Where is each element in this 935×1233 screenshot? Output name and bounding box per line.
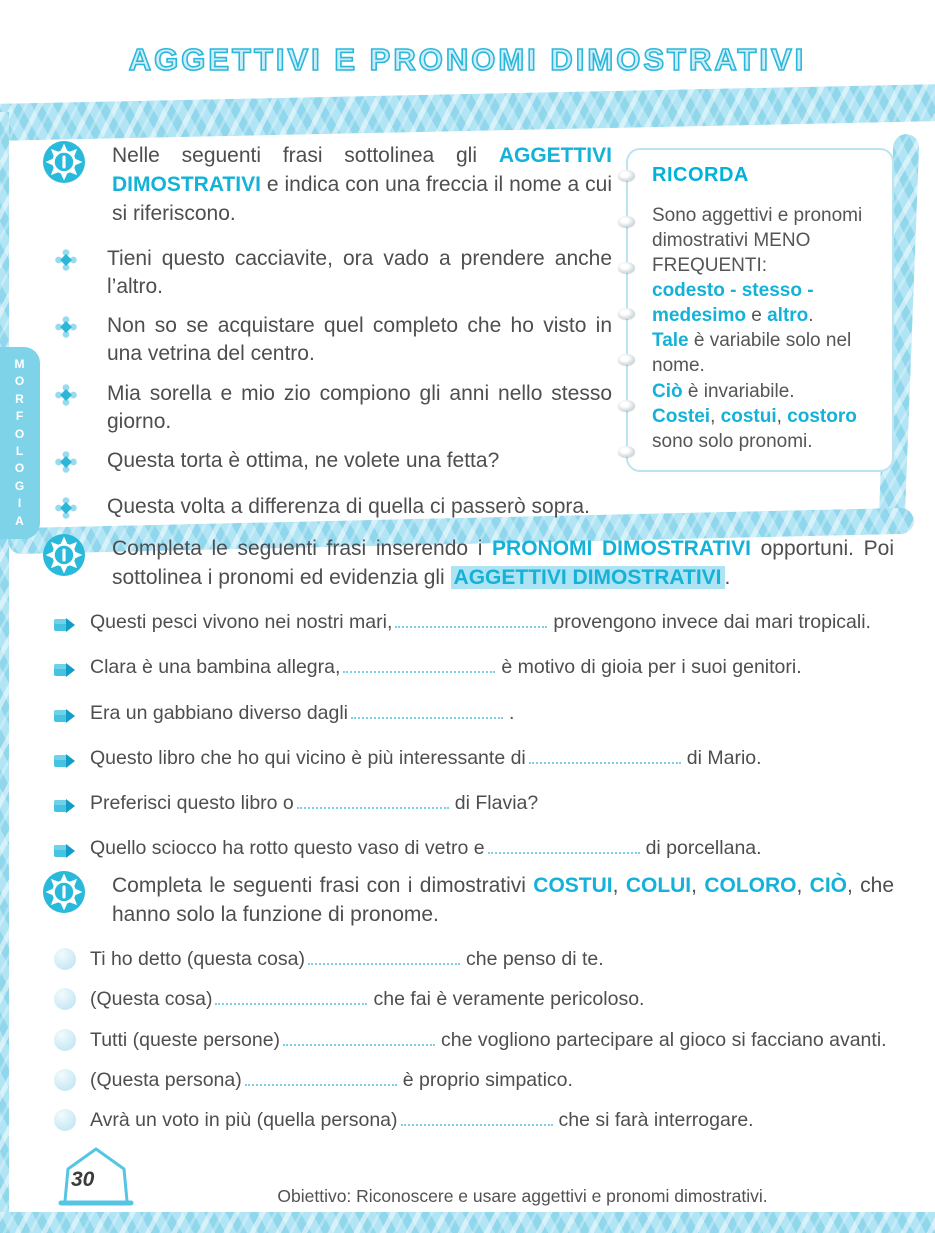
exercise2-items: [42, 609, 894, 868]
sentence-before: Avrà un voto in più (quella persona): [90, 1109, 398, 1132]
sun-exclamation-icon: [42, 870, 86, 919]
exercise1-item: [55, 493, 612, 527]
exercise1-instruction: [112, 142, 612, 229]
sentence-before: Ti ho detto (questa cosa): [90, 947, 305, 970]
instruction-text: Completa le seguenti frasi con i dimostrativi: [112, 874, 534, 897]
pencil-arrow-bullet-icon: [54, 705, 76, 732]
exercise1-item: [55, 312, 612, 367]
answer-blank[interactable]: [308, 950, 460, 965]
sentence-after: .: [509, 701, 515, 724]
sentence-before: Era un gabbiano diverso dagli: [90, 701, 349, 724]
sentence: Questa volta a differenza di quella ci passerò sopra.: [107, 494, 590, 518]
spiral-ring-icon: [618, 400, 635, 411]
instruction-text: Completa le seguenti frasi inserendo i: [112, 537, 493, 560]
exercise3-item: [54, 946, 894, 973]
sentence-after: di Flavia?: [454, 792, 539, 815]
exercise1-item: [55, 447, 612, 481]
diamond-flower-bullet-icon: [55, 249, 77, 300]
ricorda-keyword: Ciò: [652, 380, 683, 402]
answer-blank[interactable]: [245, 1071, 397, 1086]
sentence-before: Tutti (queste persone): [90, 1028, 281, 1051]
instruction-text: Nelle seguenti frasi sottolinea gli: [112, 144, 499, 167]
instruction-text: e indica con una freccia il nome a cui si riferiscono.: [112, 172, 612, 225]
answer-blank[interactable]: [395, 613, 547, 628]
bubble-bullet-icon: [54, 1069, 76, 1091]
sentence-after: che si farà interrogare.: [558, 1109, 754, 1132]
bubble-bullet-icon: [54, 1029, 76, 1051]
pencil-arrow-bullet-icon: [54, 614, 76, 641]
sun-exclamation-icon: [42, 533, 86, 582]
ricorda-text: ,: [710, 405, 721, 427]
exercise2-item: [54, 835, 894, 867]
sentence-after: che penso di te.: [465, 947, 604, 970]
ricorda-keyword: Tale: [652, 330, 689, 352]
left-edge-band: [0, 112, 9, 1233]
spiral-ring-icon: [618, 216, 635, 227]
answer-blank[interactable]: [351, 704, 503, 719]
answer-blank[interactable]: [297, 794, 449, 809]
sentence-after: che vogliono partecipare al gioco si facciano avanti.: [441, 1028, 887, 1051]
instruction-keyword: CIÒ: [809, 874, 847, 897]
sidebar-tab-morfologia: [0, 347, 40, 539]
bubble-bullet-icon: [54, 1109, 76, 1131]
answer-blank[interactable]: [343, 658, 495, 673]
instruction-keyword: AGGETTIVI DIMOSTRATIVI: [112, 144, 612, 196]
sentence-before: Quello sciocco ha rotto questo vaso di vetro e: [90, 837, 485, 860]
exercise2-item: [54, 700, 894, 732]
ricorda-text: sono solo pronomi.: [652, 430, 813, 452]
bubble-bullet-icon: [54, 948, 76, 970]
diamond-flower-bullet-icon: [55, 316, 77, 367]
diamond-flower-bullet-icon: [55, 451, 77, 481]
exercise3-items: [42, 946, 894, 1134]
sentence: Questa torta è ottima, ne volete una fetta?: [107, 449, 500, 473]
exercise-1-section: [42, 140, 894, 518]
sentence: Non so se acquistare quel completo che ho visto in una vetrina del centro.: [107, 314, 612, 366]
pencil-arrow-bullet-icon: [54, 795, 76, 822]
sentence-before: Clara è una bambina allegra,: [90, 656, 341, 679]
page-number: 30: [71, 1168, 95, 1191]
spiral-ring-icon: [618, 354, 635, 365]
instruction-text: , che hanno solo la funzione di pronome.: [112, 874, 895, 926]
answer-blank[interactable]: [529, 749, 681, 764]
pencil-arrow-bullet-icon: [54, 659, 76, 686]
ricorda-line: [652, 278, 878, 328]
ricorda-keyword: Costei: [652, 405, 711, 427]
page-title: AGGETTIVI E PRONOMI DIMOSTRATIVI: [128, 42, 807, 77]
instruction-text: ,: [612, 874, 626, 897]
spiral-ring-icon: [618, 308, 635, 319]
sentence: Mia sorella e mio zio compiono gli anni nello stesso giorno.: [107, 381, 612, 433]
instruction-keyword-highlighted: AGGETTIVI DIMOSTRATIVI: [451, 566, 725, 589]
exercise-3-section: [42, 870, 894, 1147]
spiral-ring-icon: [618, 170, 635, 181]
exercise1-item: [55, 245, 612, 300]
exercise2-item: [54, 745, 894, 777]
ricorda-keyword: costui: [720, 405, 777, 427]
exercise2-item: [54, 654, 894, 686]
ricorda-keyword: codesto - stesso - medesimo: [652, 280, 814, 327]
sentence-before: Questo libro che ho qui vicino è più interessante di: [90, 746, 526, 769]
exercise2-item: [54, 609, 894, 641]
sentence-after: che fai è veramente pericoloso.: [373, 988, 645, 1011]
sentence-after: di Mario.: [686, 746, 762, 769]
exercise2-item: [54, 790, 894, 822]
answer-blank[interactable]: [215, 990, 367, 1005]
instruction-keyword: COLUI: [625, 874, 692, 897]
answer-blank[interactable]: [488, 839, 640, 854]
answer-blank[interactable]: [283, 1031, 435, 1046]
exercise3-item: [54, 1027, 894, 1054]
instruction-text: .: [724, 565, 731, 589]
sentence-before: Preferisci questo libro o: [90, 792, 294, 815]
sentence-after: è motivo di gioia per i suoi genitori.: [501, 656, 802, 679]
ricorda-text: è variabile solo nel nome.: [652, 330, 852, 377]
ricorda-box: [626, 148, 894, 472]
sentence-before: (Questa cosa): [90, 988, 213, 1011]
ricorda-line: [652, 404, 878, 454]
diamond-flower-bullet-icon: [55, 384, 77, 435]
exercise3-instruction: [112, 872, 894, 930]
pencil-arrow-bullet-icon: [54, 750, 76, 777]
exercise3-item: [54, 1107, 894, 1134]
sentence-after: è proprio simpatico.: [402, 1068, 573, 1091]
sentence: Tieni questo cacciavite, ora vado a prendere anche l’altro.: [107, 246, 612, 298]
sidebar-tab-label: MORFOLOGIA: [14, 357, 26, 528]
sun-exclamation-icon: [42, 140, 86, 189]
ricorda-line: [652, 328, 878, 378]
ricorda-text: e: [745, 305, 768, 327]
spiral-ring-icon: [618, 262, 635, 273]
sentence-before: Questi pesci vivono nei nostri mari,: [90, 610, 393, 633]
ricorda-keyword: altro: [767, 305, 809, 327]
bubble-bullet-icon: [54, 988, 76, 1010]
ricorda-line: [652, 379, 878, 404]
ricorda-text: ,: [776, 405, 788, 427]
sentence-after: provengono invece dai mari tropicali.: [553, 610, 871, 633]
footer-objective: Obiettivo: Riconoscere e usare aggettivi e pronomi dimostrativi.: [277, 1186, 768, 1206]
exercise3-item: [54, 1067, 894, 1094]
diamond-flower-bullet-icon: [55, 497, 77, 527]
spiral-ring-icon: [618, 446, 635, 457]
ricorda-text: è invariabile.: [682, 380, 795, 402]
decorative-crayon-band: [0, 84, 935, 141]
instruction-text: ,: [691, 874, 705, 897]
exercise3-item: [54, 986, 894, 1013]
ricorda-title: RICORDA: [652, 164, 749, 186]
ricorda-keyword: costoro: [787, 405, 857, 427]
instruction-keyword: COSTUI: [533, 874, 613, 897]
exercise-2-section: [42, 533, 894, 881]
exercise1-items: [42, 245, 612, 527]
answer-blank[interactable]: [401, 1111, 553, 1126]
instruction-keyword: PRONOMI DIMOSTRATIVI: [492, 537, 751, 560]
instruction-text: ,: [796, 874, 810, 897]
sentence-before: (Questa persona): [90, 1068, 242, 1091]
bottom-edge-band: [0, 1212, 935, 1233]
ricorda-intro: Sono aggettivi e pronomi dimostrativi MENO FREQUENTI:: [652, 205, 863, 277]
instruction-keyword: COLORO: [704, 874, 797, 897]
pencil-arrow-bullet-icon: [54, 840, 76, 867]
exercise1-item: [55, 380, 612, 435]
ricorda-text: .: [808, 305, 814, 327]
instruction-text: opportuni. Poi sottolinea i pronomi ed evidenzia gli: [112, 537, 894, 589]
exercise2-instruction: [112, 535, 894, 593]
sentence-after: di porcellana.: [645, 837, 762, 860]
